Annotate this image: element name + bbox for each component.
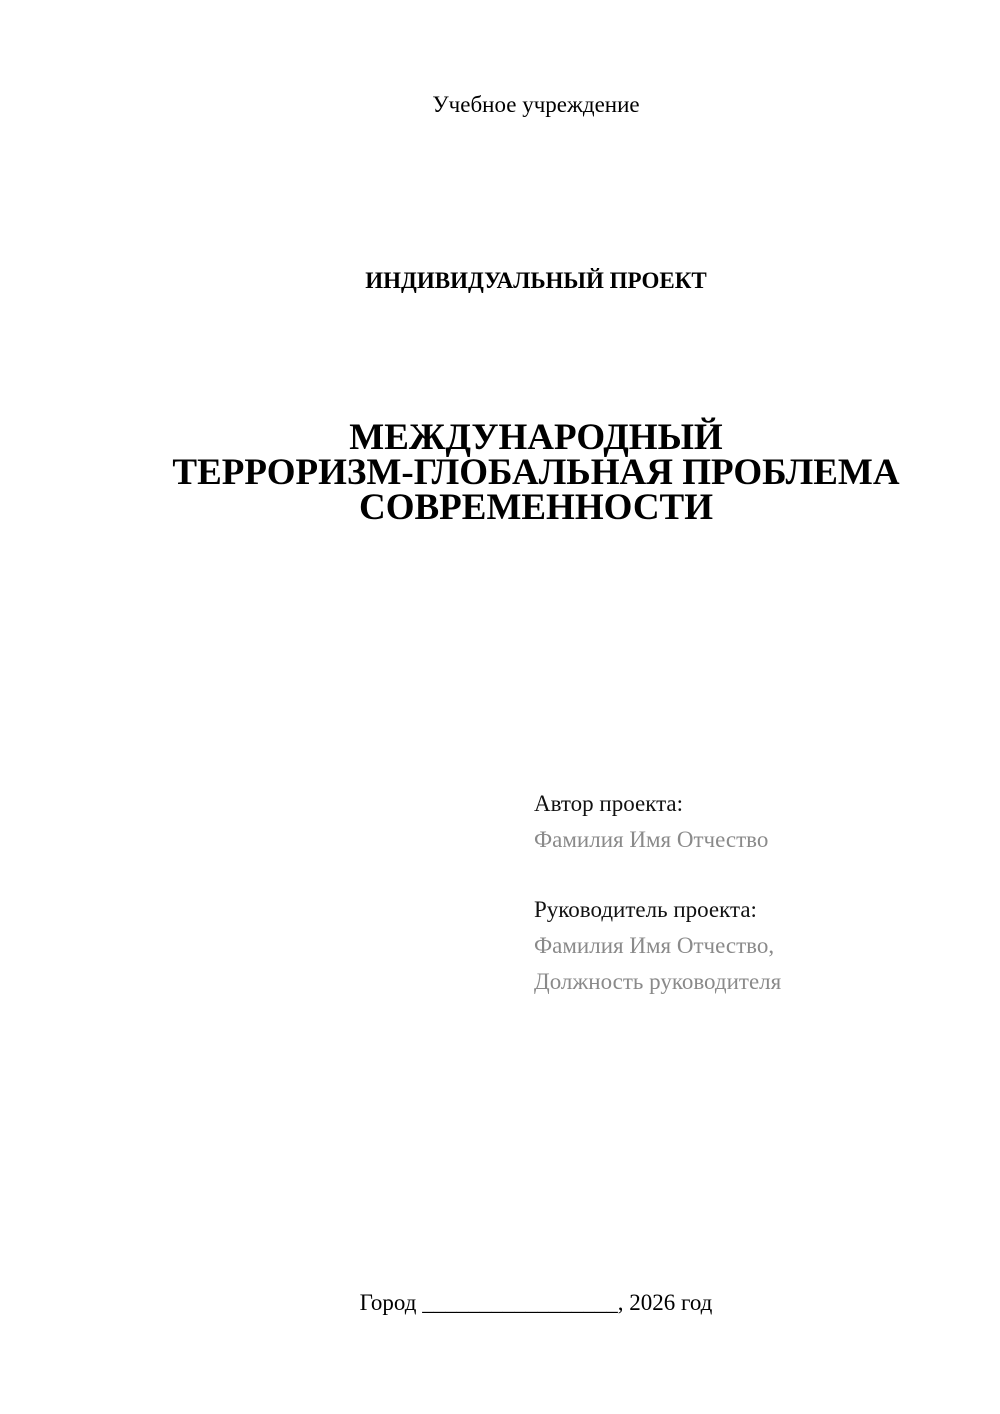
supervisor-block bbox=[534, 892, 974, 1000]
project-title bbox=[130, 417, 942, 528]
supervisor-label: Руководитель проекта: bbox=[534, 897, 757, 922]
supervisor-position-placeholder: Должность руководителя bbox=[534, 969, 782, 994]
document-type-heading: ИНДИВИДУАЛЬНЫЙ ПРОЕКТ bbox=[365, 268, 707, 293]
author-label: Автор проекта: bbox=[534, 791, 683, 816]
supervisor-name-placeholder: Фамилия Имя Отчество, bbox=[534, 933, 775, 958]
author-name-placeholder: Фамилия Имя Отчество bbox=[534, 827, 769, 852]
project-title-line-1: МЕЖДУНАРОДНЫЙ bbox=[349, 417, 723, 458]
project-title-line-2: ТЕРРОРИЗМ-ГЛОБАЛЬНАЯ ПРОБЛЕМА bbox=[172, 452, 900, 493]
author-block bbox=[534, 786, 974, 858]
project-title-line-3: СОВРЕМЕННОСТИ bbox=[358, 487, 714, 528]
city-year-line: Город _________________, 2026 год bbox=[359, 1290, 713, 1315]
institution-name: Учебное учреждение bbox=[432, 92, 640, 117]
